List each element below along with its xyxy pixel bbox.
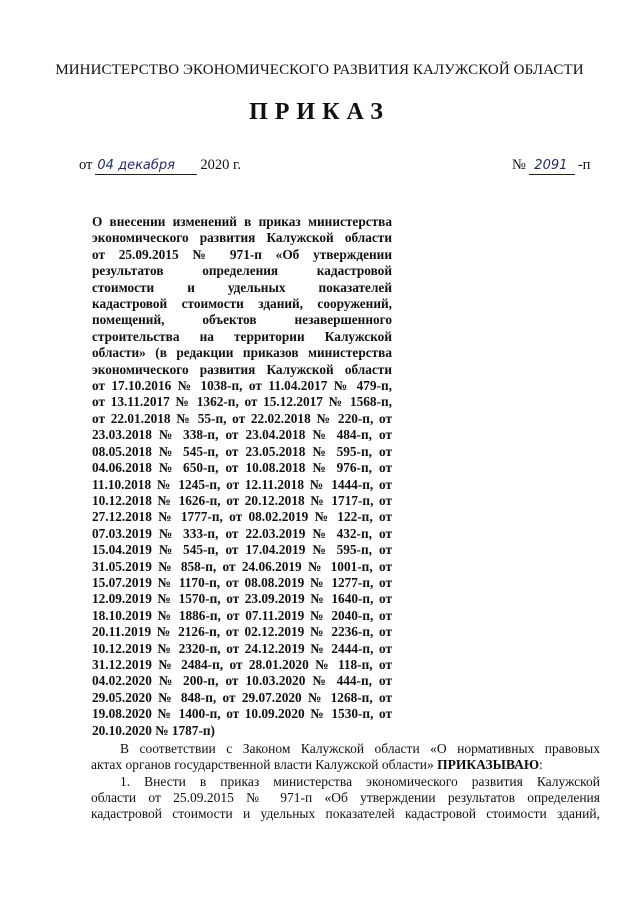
- subject-line: помещений, объектов незавершенного: [92, 312, 392, 328]
- subject-line: 10.12.2019 № 2320-п, от 24.12.2019 № 2444-п, от: [92, 640, 392, 656]
- order-date-line: [79, 157, 241, 175]
- subject-line: области» (в редакции приказов министерства: [92, 345, 392, 361]
- subject-line: 11.10.2018 № 1245-п, от 12.11.2018 № 1444-п, от: [92, 476, 392, 492]
- date-prefix: от: [79, 157, 93, 173]
- subject-line: экономического развития Калужской области: [92, 361, 392, 377]
- subject-line: 08.05.2018 № 545-п, от 23.05.2018 № 595-п, от: [92, 443, 392, 459]
- handwritten-date: 04 декабря: [95, 158, 197, 175]
- body-paragraph-2-line-1: 1. Внести в приказ министерства экономического развития Калужской: [120, 773, 600, 789]
- subject-line: от 25.09.2015 № 971-п «Об утверждении: [92, 246, 392, 262]
- order-body: [91, 741, 600, 822]
- subject-line: 07.03.2019 № 333-п, от 22.03.2019 № 432-п, от: [92, 525, 392, 541]
- body-paragraph-1-text: актах органов государственной власти Калужской области»: [91, 757, 434, 773]
- number-suffix: -п: [577, 157, 591, 173]
- subject-line: результатов определения кадастровой: [92, 263, 392, 279]
- number-prefix: №: [512, 157, 526, 173]
- body-paragraph-2-line-3: кадастровой стоимости и удельных показателей кадастровой стоимости зданий,: [91, 806, 600, 822]
- subject-line: от 22.01.2018 № 55-п, от 22.02.2018 № 220-п, от: [92, 410, 392, 426]
- handwritten-number: 2091: [529, 158, 575, 175]
- subject-line: 15.07.2019 № 1170-п, от 08.08.2019 № 1277-п, от: [92, 574, 392, 590]
- subject-line: 10.12.2018 № 1626-п, от 20.12.2018 № 1717-п, от: [92, 492, 392, 508]
- body-paragraph-2-line-2: области от 25.09.2015 № 971-п «Об утверждении результатов определения: [91, 789, 600, 805]
- order-number-line: [512, 157, 590, 175]
- order-directive: ПРИКАЗЫВАЮ: [437, 757, 540, 773]
- subject-line: 20.11.2019 № 2126-п, от 02.12.2019 № 2236-п, от: [92, 624, 392, 640]
- subject-line: 04.02.2020 № 200-п, от 10.03.2020 № 444-п, от: [92, 673, 392, 689]
- subject-line: 27.12.2018 № 1777-п, от 08.02.2019 № 122-п, от: [92, 509, 392, 525]
- directive-colon: :: [539, 757, 543, 773]
- order-subject: [92, 214, 392, 739]
- subject-line: от 13.11.2017 № 1362-п, от 15.12.2017 № 1568-п,: [92, 394, 392, 410]
- date-year: 2020 г.: [200, 157, 241, 173]
- document-type-title: ПРИКАЗ: [249, 99, 390, 125]
- subject-line: 15.04.2019 № 545-п, от 17.04.2019 № 595-п, от: [92, 542, 392, 558]
- subject-line: 12.09.2019 № 1570-п, от 23.09.2019 № 1640-п, от: [92, 591, 392, 607]
- subject-line: 29.05.2020 № 848-п, от 29.07.2020 № 1268-п, от: [92, 689, 392, 705]
- subject-line: 20.10.2020 № 1787-п): [92, 722, 215, 738]
- body-paragraph-1-line-2: [91, 757, 600, 773]
- subject-line: 18.10.2019 № 1886-п, от 07.11.2019 № 2040-п, от: [92, 607, 392, 623]
- subject-line: 23.03.2018 № 338-п, от 23.04.2018 № 484-п, от: [92, 427, 392, 443]
- subject-line: экономического развития Калужской области: [92, 230, 392, 246]
- subject-line: 31.05.2019 № 858-п, от 24.06.2019 № 1001-п, от: [92, 558, 392, 574]
- ministry-header: МИНИСТЕРСТВО ЭКОНОМИЧЕСКОГО РАЗВИТИЯ КАЛУЖСКОЙ ОБЛАСТИ: [55, 62, 584, 78]
- subject-line: 04.06.2018 № 650-п, от 10.08.2018 № 976-п, от: [92, 460, 392, 476]
- subject-line: 19.08.2020 № 1400-п, от 10.09.2020 № 1530-п, от: [92, 706, 392, 722]
- subject-line: строительства на территории Калужской: [92, 328, 392, 344]
- subject-line: от 17.10.2016 № 1038-п, от 11.04.2017 № 479-п,: [92, 378, 392, 394]
- subject-line: кадастровой стоимости зданий, сооружений,: [92, 296, 392, 312]
- subject-line: стоимости и удельных показателей: [92, 279, 392, 295]
- body-paragraph-1-line-1: В соответствии с Законом Калужской области «О нормативных правовых: [120, 741, 600, 756]
- subject-line: О внесении изменений в приказ министерства: [92, 214, 392, 229]
- subject-line: 31.12.2019 № 2484-п, от 28.01.2020 № 118-п, от: [92, 656, 392, 672]
